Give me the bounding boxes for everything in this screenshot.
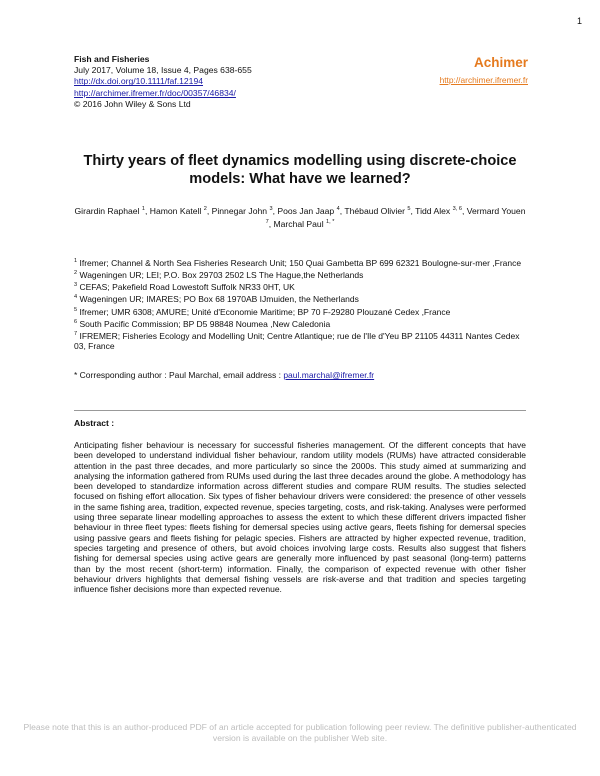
section-divider bbox=[74, 410, 526, 411]
author-affiliation-mark: 1, * bbox=[326, 219, 335, 226]
corresponding-label: * Corresponding author : Paul Marchal, email address : bbox=[74, 370, 284, 380]
affiliation-list bbox=[74, 256, 524, 351]
affiliation-item bbox=[74, 268, 524, 280]
archimer-brand bbox=[440, 55, 528, 88]
affiliation-item bbox=[74, 256, 524, 268]
author-affiliation-mark: 2 bbox=[203, 206, 207, 212]
author-name: Marchal Paul bbox=[273, 219, 327, 230]
affiliation-number: 1 bbox=[74, 258, 78, 264]
corresponding-email-link[interactable]: paul.marchal@ifremer.fr bbox=[283, 370, 375, 380]
affiliation-number: 2 bbox=[74, 270, 78, 277]
affiliation-item bbox=[74, 329, 524, 351]
affiliation-text: Ifremer; UMR 6308; AMURE; Unité d'Economie Maritime; BP 70 F-29280 Plouzané Cedex ,France bbox=[77, 306, 451, 317]
abstract-heading: Abstract : bbox=[74, 418, 115, 428]
author-name: Tidd Alex bbox=[415, 205, 453, 216]
author-name: Thébaud Olivier bbox=[344, 205, 408, 216]
affiliation-text: Wageningen UR; IMARES; PO Box 68 1970AB IJmuiden, the Netherlands bbox=[77, 294, 359, 305]
affiliation-number: 4 bbox=[74, 294, 78, 301]
brand-link[interactable]: http://archimer.ifremer.fr bbox=[439, 75, 528, 85]
affiliation-text: Ifremer; Channel & North Sea Fisheries Research Unit; 150 Quai Gambetta BP 699 62321 Boulogne-sur-mer ,France bbox=[77, 257, 522, 268]
affiliation-text: CEFAS; Pakefield Road Lowestoft Suffolk NR33 0HT, UK bbox=[77, 282, 295, 293]
copyright: © 2016 John Wiley & Sons Ltd bbox=[74, 98, 191, 109]
affiliation-text: Wageningen UR; LEI; P.O. Box 29703 2502 LS The Hague,the Netherlands bbox=[77, 269, 364, 280]
journal-info bbox=[74, 54, 252, 110]
paper-title: Thirty years of fleet dynamics modelling using discrete-choice models: What have we learned? bbox=[83, 153, 517, 187]
corresponding-author bbox=[74, 370, 374, 380]
author-name: Hamon Katell bbox=[149, 205, 204, 216]
journal-name: Fish and Fisheries bbox=[74, 54, 150, 64]
author-name: Vermard Youen bbox=[466, 205, 526, 216]
footer-note: Please note that this is an author-produced PDF of an article accepted for publication following peer review. The definitive publisher-authenticated version is available on the publisher Web site. bbox=[23, 722, 577, 743]
author-affiliation-mark: 1 bbox=[141, 206, 145, 212]
author-affiliation-mark: 5 bbox=[407, 206, 411, 212]
affiliation-number: 7 bbox=[74, 330, 78, 337]
journal-issue: July 2017, Volume 18, Issue 4, Pages 638-655 bbox=[74, 65, 252, 76]
author-affiliation-mark: 7 bbox=[265, 219, 269, 226]
archimer-doc-link[interactable]: http://archimer.ifremer.fr/doc/00357/46834/ bbox=[74, 87, 236, 98]
affiliation-text: IFREMER; Fisheries Ecology and Modelling Unit; Centre Atlantique; rue de l'Ile d'Yeu BP 21105 44311 Nantes Cedex 03, France bbox=[74, 330, 520, 351]
author-name: Girardin Raphael bbox=[74, 205, 142, 216]
affiliation-item bbox=[74, 305, 524, 317]
abstract-text: Anticipating fisher behaviour is necessary for successful fisheries management. Of the different concepts that have been developed to understand individual fisher behaviour, random utility models (RUMs) have attracted considerable attention in the past three decades, and more particularly so since the 2000s. This study aimed at summarizing and analysing the information gathered from RUMs used during the last three decades around the globe. A methodology has been developed to standardize information across different studies and compare RUM results. The studies selected focused on fishing effort allocation. Six types of fisher behaviour drivers were considered: the presence of other vessels in the same fishing area, tradition, expected revenue, species targeting, costs, and risk-taking. Analyses were performed using three separate linear modelling approaches to assess the extent to which these different drivers impacted fisher behaviour in three fleet types: fleets fishing for demersal species using active gears, fleets fishing for demersal species using passive gears and fleets fishing for pelagic species. Fishers are attracted by higher expected revenue, tradition, species targeting and presence of others, but avoid choices involving large costs. Results also suggest that fishers fishing for demersal species using active gears are generally more influenced by past seasonal (long-term) patterns than by the most recent (short-term) information. Finally, the comparison of expected revenue with other fisher behaviour drivers highlights that demersal fishing vessels are risk-averse and that tradition and species targeting influence fisher decisions more than expected revenue. bbox=[74, 440, 526, 595]
brand-name: Achimer bbox=[473, 55, 528, 70]
affiliation-number: 5 bbox=[74, 306, 78, 313]
author-list: Girardin Raphael $^1$, Hamon Katell $^2$, Pinnegar John $^3$, Poos Jan Jaap $^4$, Thébaud Olivier $^5$, Tidd Alex $^{3, 6}$, Vermard Youen $^7$, Marchal Paul $^{1, *}$ bbox=[74, 205, 526, 230]
affiliation-number: 3 bbox=[74, 282, 78, 289]
affiliation-text: South Pacific Commission; BP D5 98848 Noumea ,New Caledonia bbox=[77, 318, 331, 329]
author-affiliation-mark: 4 bbox=[336, 206, 340, 212]
doi-link[interactable]: http://dx.doi.org/10.1111/faf.12194 bbox=[74, 76, 204, 87]
affiliation-item bbox=[74, 317, 524, 329]
affiliation-number: 6 bbox=[74, 318, 78, 325]
affiliation-item bbox=[74, 292, 524, 304]
author-affiliation-mark: 3 bbox=[269, 206, 273, 212]
author-name: Poos Jan Jaap bbox=[277, 205, 337, 216]
affiliation-item bbox=[74, 280, 524, 292]
author-affiliation-mark: 3, 6 bbox=[452, 206, 462, 212]
author-name: Pinnegar John bbox=[211, 205, 270, 216]
page-number: 1 bbox=[576, 16, 582, 26]
